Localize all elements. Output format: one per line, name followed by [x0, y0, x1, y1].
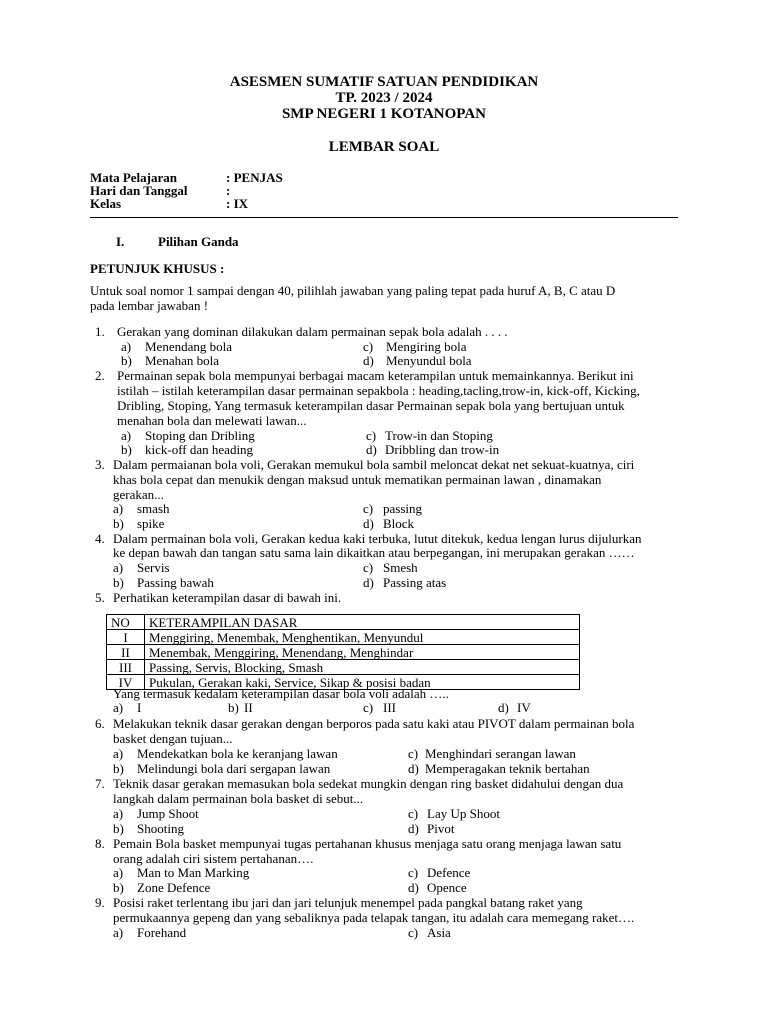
- option-text: Opence: [427, 880, 467, 895]
- option-letter: a): [113, 925, 124, 940]
- table-cell: Passing, Servis, Blocking, Smash: [145, 660, 580, 675]
- option-letter: c): [408, 865, 419, 880]
- option-letter: b): [121, 353, 132, 368]
- option-letter: a): [113, 700, 124, 715]
- option-letter: c): [408, 806, 419, 821]
- option-text: Block: [383, 516, 415, 531]
- info-value-date: :: [226, 183, 231, 198]
- question-text: Melakukan teknik dasar gerakan dengan berporos pada satu kaki atau PIVOT dalam permainan bola: [113, 716, 635, 731]
- question-number: 7.: [95, 776, 105, 791]
- table-cell: Menggiring, Menembak, Menghentikan, Menyundul: [145, 630, 580, 645]
- option-letter: a): [113, 865, 124, 880]
- question-text: Gerakan yang dominan dilakukan dalam permainan sepak bola adalah . . . .: [117, 324, 508, 339]
- skills-table: [106, 614, 580, 690]
- info-label-class: Kelas: [90, 196, 122, 211]
- option-letter: a): [113, 806, 124, 821]
- option-text: Pivot: [427, 821, 455, 836]
- instructions-title: PETUNJUK KHUSUS :: [90, 261, 225, 276]
- option-letter: a): [121, 428, 132, 443]
- table-cell: Pukulan, Gerakan kaki, Service, Sikap & posisi badan: [145, 675, 580, 690]
- question-text: gerakan...: [113, 487, 164, 502]
- sheet-title: LEMBAR SOAL: [328, 139, 440, 155]
- table-cell: III: [107, 660, 145, 675]
- option-text: IV: [517, 700, 531, 715]
- question-text: Yang termasuk kedalam keterampilan dasar bola voli adalah …..: [113, 686, 449, 701]
- question-number: 3.: [95, 457, 105, 472]
- question-text: Permainan sepak bola mempunyai berbagai macam keterampilan untuk memainkannya. Berikut ini: [117, 368, 634, 383]
- option-text: III: [383, 700, 396, 715]
- option-text: kick-off dan heading: [145, 442, 254, 457]
- option-letter: a): [121, 339, 132, 354]
- info-label-subject: Mata Pelajaran: [90, 170, 178, 185]
- option-letter: d): [363, 516, 374, 531]
- question-text: orang adalah ciri sistem pertahanan….: [113, 851, 314, 866]
- option-letter: c): [408, 746, 419, 761]
- option-text: Dribbling dan trow-in: [385, 442, 500, 457]
- option-text: Melindungi bola dari sergapan lawan: [137, 761, 331, 776]
- question-number: 2.: [95, 368, 105, 383]
- question-text: Teknik dasar gerakan memasukan bola sedekat mungkin dengan ring basket didahului dengan dua: [113, 776, 624, 791]
- table-cell: IV: [107, 675, 145, 690]
- question-number: 8.: [95, 836, 105, 851]
- question-text: basket dengan tujuan...: [113, 731, 233, 746]
- table-header-cell: KETERAMPILAN DASAR: [145, 615, 580, 630]
- option-text: Stoping dan Dribling: [145, 428, 255, 443]
- instructions-line: pada lembar jawaban !: [90, 298, 209, 313]
- option-letter: b): [113, 761, 124, 776]
- option-letter: c): [408, 925, 419, 940]
- option-letter: c): [363, 700, 374, 715]
- option-text: Defence: [427, 865, 471, 880]
- option-letter: a): [113, 501, 124, 516]
- question-number: 6.: [95, 716, 105, 731]
- option-letter: c): [363, 560, 374, 575]
- option-text: Jump Shoot: [137, 806, 199, 821]
- option-letter: d): [498, 700, 509, 715]
- table-row: [107, 660, 580, 675]
- option-text: Smesh: [383, 560, 418, 575]
- question-text: permukaannya gepeng dan yang sebaliknya pada telapak tangan, itu adalah cara memegang raket….: [113, 910, 635, 925]
- header-school-year: TP. 2023 / 2024: [335, 90, 433, 106]
- question-number: 4.: [95, 531, 105, 546]
- question-text: khas bola cepat dan menukik dengan maksud untuk mematikan permainan lawan , dinamakan: [113, 472, 602, 487]
- option-letter: d): [363, 575, 374, 590]
- question-text: ke depan bawah dan tangan satu sama lain dikaitkan atau berpegangan, ini merupakan gerakan ……: [113, 545, 635, 560]
- question-text: Posisi raket terlentang ibu jari dan jari telunjuk menempel pada pangkal batang raket yang: [113, 895, 583, 910]
- option-text: Passing atas: [383, 575, 447, 590]
- table-cell: Menembak, Menggiring, Menendang, Menghindar: [145, 645, 580, 660]
- question-number: 5.: [95, 590, 105, 605]
- option-text: Asia: [427, 925, 451, 940]
- option-letter: b): [113, 516, 124, 531]
- option-text: Mendekatkan bola ke keranjang lawan: [137, 746, 338, 761]
- option-text: II: [244, 700, 253, 715]
- option-text: Menahan bola: [145, 353, 220, 368]
- option-letter: b): [113, 880, 124, 895]
- option-text: Menghindari serangan lawan: [425, 746, 576, 761]
- instructions-line: Untuk soal nomor 1 sampai dengan 40, pilihlah jawaban yang paling tepat pada huruf A, B, C atau D: [90, 283, 616, 298]
- option-text: Lay Up Shoot: [427, 806, 500, 821]
- option-text: smash: [137, 501, 170, 516]
- option-letter: a): [113, 746, 124, 761]
- table-header-cell: NO: [107, 615, 145, 630]
- question-text: Dribling, Stoping, Yang termasuk keterampilan dasar Permainan sepak bola yang bertujuan untuk: [117, 398, 625, 413]
- option-text: Shooting: [137, 821, 184, 836]
- option-letter: d): [366, 442, 377, 457]
- section-title: Pilihan Ganda: [158, 234, 239, 249]
- option-text: I: [137, 700, 142, 715]
- table-cell: II: [107, 645, 145, 660]
- question-number: 9.: [95, 895, 105, 910]
- option-text: Man to Man Marking: [137, 865, 250, 880]
- option-letter: d): [363, 353, 374, 368]
- option-text: spike: [137, 516, 165, 531]
- section-number: I.: [116, 234, 125, 249]
- option-letter: d): [408, 761, 419, 776]
- question-text: menahan bola dan melewati lawan...: [117, 413, 307, 428]
- header-school-name: SMP NEGERI 1 KOTANOPAN: [281, 106, 487, 122]
- option-text: Servis: [137, 560, 170, 575]
- option-text: Zone Defence: [137, 880, 211, 895]
- question-text: langkah dalam permainan bola basket di sebut...: [113, 791, 364, 806]
- option-letter: d): [408, 821, 419, 836]
- table-row: [107, 645, 580, 660]
- info-label-date: Hari dan Tanggal: [90, 183, 188, 198]
- option-text: Trow-in dan Stoping: [385, 428, 493, 443]
- option-text: Forehand: [137, 925, 187, 940]
- table-cell: I: [107, 630, 145, 645]
- option-text: passing: [383, 501, 422, 516]
- option-letter: a): [113, 560, 124, 575]
- option-letter: b): [113, 821, 124, 836]
- header-divider: [90, 217, 678, 218]
- option-text: Mengiring bola: [386, 339, 467, 354]
- header-title: ASESMEN SUMATIF SATUAN PENDIDIKAN: [229, 74, 539, 90]
- option-text: Memperagakan teknik bertahan: [425, 761, 590, 776]
- question-text: Pemain Bola basket mempunyai tugas pertahanan khusus menjaga satu orang menjaga lawan satu: [113, 836, 622, 851]
- option-letter: b): [228, 700, 239, 715]
- question-text: Dalam permainan bola voli, Gerakan kedua kaki terbuka, lutut ditekuk, kedua lengan lurus dijulurkan: [113, 531, 642, 546]
- option-text: Menyundul bola: [386, 353, 472, 368]
- option-text: Passing bawah: [137, 575, 214, 590]
- option-letter: b): [121, 442, 132, 457]
- table-header-row: [107, 615, 580, 630]
- question-text: istilah – istilah keterampilan dasar permainan sepakbola : heading,tacling,trow-in, kick-off, Kicking,: [117, 383, 640, 398]
- option-letter: c): [363, 501, 374, 516]
- question-text: Perhatikan keterampilan dasar di bawah ini.: [113, 590, 342, 605]
- table-row: [107, 630, 580, 645]
- option-text: Menendang bola: [145, 339, 233, 354]
- option-letter: b): [113, 575, 124, 590]
- option-letter: c): [363, 339, 374, 354]
- option-letter: d): [408, 880, 419, 895]
- question-number: 1.: [95, 324, 105, 339]
- info-value-class: : IX: [226, 196, 249, 211]
- option-letter: c): [366, 428, 377, 443]
- info-value-subject: : PENJAS: [226, 170, 283, 185]
- question-text: Dalam permaianan bola voli, Gerakan memukul bola sambil meloncat dekat net sekuat-kuatnya, ciri: [113, 457, 635, 472]
